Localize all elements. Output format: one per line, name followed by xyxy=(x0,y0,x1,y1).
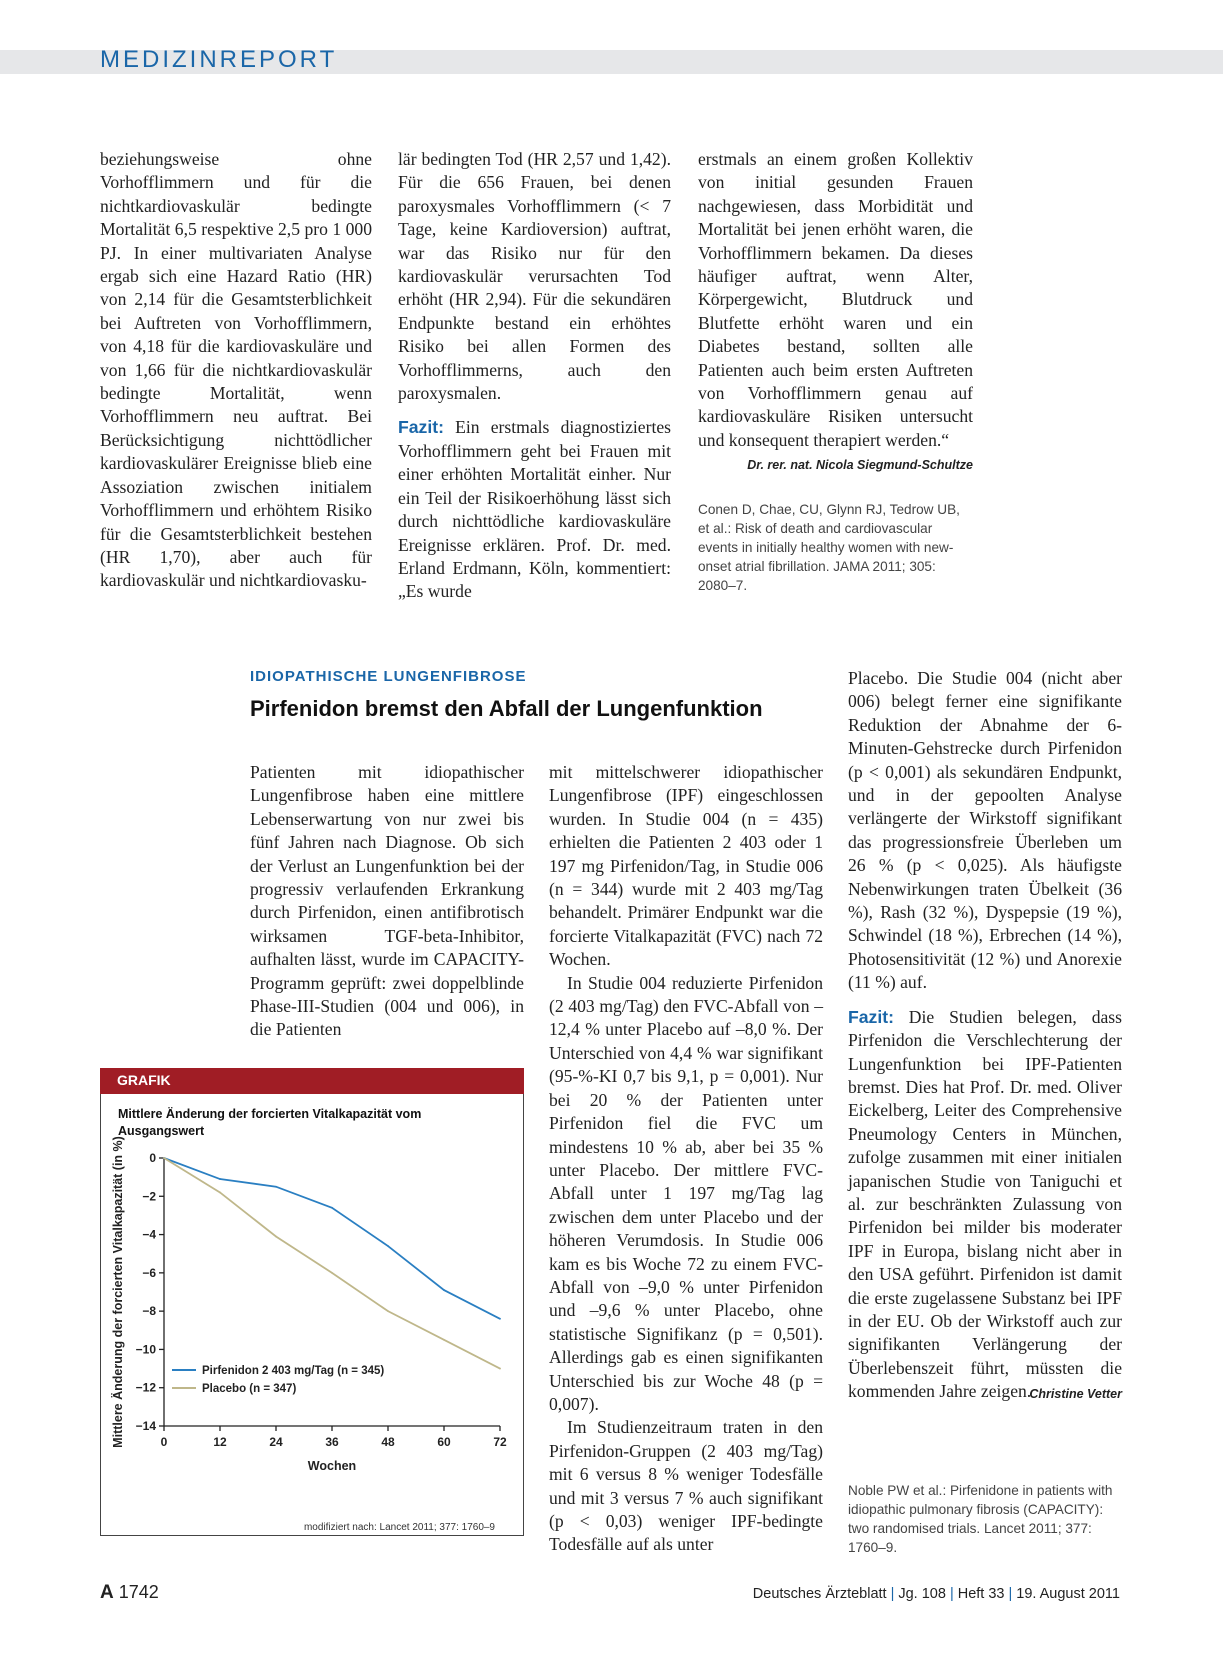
article2-col2-p3: Im Studienzeitraum traten in den Pirfenidon-Gruppen (2 403 mg/Tag) mit 6 versus 8 % weniger Todesfälle und mit 3 versus 7 % auch signifikant (p < 0,03) weniger IPF-bedingte Todesfälle auf als unter xyxy=(549,1417,823,1555)
x-tick-label: 0 xyxy=(160,1435,168,1449)
y-tick-label: −4 xyxy=(142,1227,156,1242)
data-point xyxy=(331,1207,333,1209)
legend-label-1: Pirfenidon 2 403 mg/Tag (n = 345) xyxy=(202,1365,385,1377)
x-tick-label: 60 xyxy=(437,1435,451,1449)
article2-column-3 xyxy=(848,667,1122,1406)
graphic-label: GRAFIK xyxy=(117,1072,171,1088)
x-tick-label: 12 xyxy=(213,1435,227,1449)
x-tick-label: 48 xyxy=(381,1435,395,1449)
data-point xyxy=(387,1310,389,1312)
footer-separator: | xyxy=(1008,1586,1013,1602)
data-point xyxy=(443,1289,445,1291)
article1-reference: Conen D, Chae, CU, Glynn RJ, Tedrow UB, et al.: Risk of death and cardiovascular events in initially healthy women with new-onset atrial fibrillation. JAMA 2011; 305: 2080–7. xyxy=(698,502,960,593)
article2-headline: Pirfenidon bremst den Abfall der Lungenfunktion xyxy=(250,696,763,721)
x-tick-label: 72 xyxy=(493,1435,507,1449)
y-tick-label: −8 xyxy=(142,1304,156,1319)
y-tick-label: −10 xyxy=(135,1342,156,1357)
article1-col1-text: beziehungsweise ohne Vorhofflimmern und für die nichtkardiovaskulär bedingte Mortalität 6,5 respektive 2,5 pro 1 000 PJ. In einer multivariaten Analyse ergab sich eine Hazard Ratio (HR) von 2,14 für die Gesamtsterblichkeit bei Auftreten von Vorhofflimmern, von 4,18 für die kardiovaskuläre und von 1,66 für die nichtkardiovaskulär bedingte Mortalität, wenn Vorhofflimmern neu auftrat. Bei Berücksichtigung nichttödlicher kardiovaskulärer Ereignisse blieb eine Assoziation zwischen initialem Vorhofflimmern und erhöhtem Risiko für die Gesamtsterblichkeit bestehen (HR 1,70), aber auch für kardiovaskulär und nichtkardiovasku- xyxy=(100,149,372,591)
article2-kicker: IDIOPATHISCHE LUNGENFIBROSE xyxy=(250,668,527,685)
article2-reference: Noble PW et al.: Pirfenidone in patients with idiopathic pulmonary fibrosis (CAPACITY): two randomised trials. Lancet 2011; 377: 1760–9. xyxy=(848,1483,1113,1555)
data-point xyxy=(219,1192,221,1194)
section-title: MEDIZINREPORT xyxy=(100,46,338,73)
fazit-label: Fazit: xyxy=(398,417,444,438)
chart-title: Mittlere Änderung der forcierten Vitalkapazität vom Ausgangswert xyxy=(118,1107,422,1138)
chart-source: modifiziert nach: Lancet 2011; 377: 1760–9 xyxy=(303,1522,495,1533)
y-axis-label: Mittlere Änderung der forcierten Vitalkapazität (in %) xyxy=(111,1136,125,1448)
line-chart xyxy=(100,1118,524,1536)
graphic-band xyxy=(100,1068,524,1094)
journal-date: 19. August 2011 xyxy=(1016,1586,1120,1602)
x-tick-label: 36 xyxy=(325,1435,339,1449)
article2-col3-p1: Placebo. Die Studie 004 (nicht aber 006) belegt ferner eine signifikante Reduktion der Abnahme der 6-Minuten-Gehstrecke durch Pirfenidon (p < 0,001) als sekundären Endpunkt, und in der gepoolten Analyse verlängerte der Wirkstoff signifikant das progressionsfreie Überleben um 26 % (p < 0,025). Als häufigste Nebenwirkungen traten Übelkeit (36 %), Rash (32 %), Dyspepsie (19 %), Schwindel (18 %), Erbrechen (14 %), Photosensitivität (12 %) und Anorexie (11 %) auf. xyxy=(848,668,1122,993)
article1-author: Dr. rer. nat. Nicola Siegmund-Schultze xyxy=(747,458,973,473)
journal-volume: Jg. 108 xyxy=(898,1586,946,1602)
y-tick-label: −12 xyxy=(135,1380,156,1395)
fazit-label: Fazit: xyxy=(848,1006,894,1027)
legend-label-2: Placebo (n = 347) xyxy=(202,1383,297,1395)
y-tick-label: −6 xyxy=(142,1265,156,1280)
article1-fazit-text: Ein erstmals diagnostiziertes Vorhofflimmern geht bei Frauen mit einer erhöhten Mortalität einher. Nur ein Teil der Risikoerhöhung lässt sich durch nichttödliche kardiovaskuläre Ereignisse erklären. Prof. Dr. med. Erland Erdmann, Köln, kommentiert: „Es wurde xyxy=(398,417,671,602)
article2-col2-p1: mit mittelschwerer idiopathischer Lungenfibrose (IPF) eingeschlossen wurden. In Studie 004 (n = 435) erhielten die Patienten 2 403 oder 1 197 mg Pirfenidon/Tag, in Studie 006 (n = 344) wurde mit 2 403 mg/Tag behandelt. Primärer Endpunkt war die forcierte Vitalkapazität (FVC) nach 72 Wochen. xyxy=(549,762,823,970)
series-line-2 xyxy=(164,1158,500,1369)
x-tick-label: 24 xyxy=(269,1435,283,1449)
article2-column-2 xyxy=(549,761,823,1557)
data-point xyxy=(387,1245,389,1247)
page-prefix: A xyxy=(100,1582,114,1603)
journal-footer xyxy=(753,1586,1120,1602)
data-point xyxy=(275,1236,277,1238)
data-point xyxy=(499,1368,501,1370)
journal-issue: Heft 33 xyxy=(957,1586,1005,1602)
article1-fazit-paragraph xyxy=(398,416,671,603)
data-point xyxy=(163,1157,165,1159)
footer-separator: | xyxy=(890,1586,895,1602)
article1-column-2 xyxy=(398,148,671,604)
article2-column-1 xyxy=(250,761,524,1042)
y-tick-label: −14 xyxy=(135,1419,156,1433)
article1-column-1 xyxy=(100,148,372,593)
data-point xyxy=(499,1318,501,1320)
article2-fazit-text: Die Studien belegen, dass Pirfenidon die Verschlechterung der Lungenfunktion bei IPF-Patienten bremst. Dies hat Prof. Dr. med. Oliver Eickelberg, Leiter des Comprehensive Pneumology Centers in München, zufolge zusammen mit einer initialen japanischen Studie von Taniguchi et al. zur beschränkten Zulassung von Pirfenidon bei milder bis moderater IPF in Europa, bislang nicht aber in den USA geführt. Pirfenidon ist damit die erste zugelassene Substanz bei IPF in der EU. Ob der Wirkstoff auch zur signifikanten Verlängerung der Überlebenszeit führt, müssten die kommenden Jahre zeigen. xyxy=(848,1006,1122,1402)
article1-col3-text: erstmals an einem großen Kollektiv von initial gesunden Frauen nachgewiesen, dass Morbidität und Mortalität bei jenen erhöht waren, die Vorhofflimmern bekamen. Da dieses häufiger auftrat, wenn Alter, Körpergewicht, Blutdruck und Blutfette erhöht waren und ein Diabetes bestand, sollten alle Patienten auch beim ersten Auftreten von Vorhofflimmern genau auf kardiovaskuläre Risiken untersucht und konsequent therapiert werden.“ xyxy=(698,149,973,450)
y-tick-label: 0 xyxy=(149,1151,156,1165)
article2-col1-text: Patienten mit idiopathischer Lungenfibrose haben eine mittlere Lebenserwartung von nur zwei bis fünf Jahren nach Diagnose. Ob sich der Verlust an Lungenfunktion bei der progressiv verlaufenden Erkrankung durch Pirfenidon, einen antifibrotisch wirksamen TGF-beta-Inhibitor, aufhalten lässt, wurde im CAPACITY-Programm geprüft: zwei doppelblinde Phase-III-Studien (004 und 006), in die Patienten xyxy=(250,762,524,1040)
data-point xyxy=(219,1178,221,1180)
series-line-1 xyxy=(164,1158,500,1319)
article2-fazit-paragraph xyxy=(848,1006,1122,1404)
data-point xyxy=(443,1339,445,1341)
journal-name: Deutsches Ärzteblatt xyxy=(752,1586,887,1602)
data-point xyxy=(331,1272,333,1274)
y-tick-label: −2 xyxy=(142,1189,156,1204)
x-axis-label: Wochen xyxy=(307,1459,357,1473)
page-number xyxy=(100,1582,159,1604)
footer-separator: | xyxy=(949,1586,954,1602)
article2-col2-p2: In Studie 004 reduzierte Pirfenidon (2 403 mg/Tag) den FVC-Abfall von –12,4 % unter Placebo auf –8,0 %. Der Unterschied von 4,4 % war signifikant (95-%-KI 0,7 bis 9,1, p = 0,001). Nur bei 20 % der Patienten unter Pirfenidon fiel die FVC um mindestens 10 % ab, aber bei 35 % unter Placebo. Der mittlere FVC-Abfall unter 1 197 mg/Tag lag zwischen dem unter Placebo und der höheren Verumdosis. In Studie 006 kam es bis Woche 72 zu einem FVC-Abfall von –9,0 % unter Pirfenidon und –9,6 % unter Placebo, ohne statistische Signifikanz (p = 0,501). Allerdings gab es einen signifikanten Unterschied bis zur Woche 48 (p = 0,007). xyxy=(549,972,823,1414)
page-number-value: 1742 xyxy=(118,1582,159,1602)
article1-column-3 xyxy=(698,148,973,478)
article2-author: Christine Vetter xyxy=(1029,1386,1122,1401)
article1-col2-text: lär bedingten Tod (HR 2,57 und 1,42). Für die 656 Frauen, bei denen paroxysmales Vorhofflimmern (< 7 Tage, keine Kardioversion) auftrat, war das Risiko nur für den kardiovaskulär verursachten Tod erhöht (HR 2,94). Für die sekundären Endpunkte bestand ein erhöhtes Risiko bei allen Formen des Vorhofflimmerns, auch den paroxysmalen. xyxy=(398,149,671,404)
data-point xyxy=(275,1186,277,1188)
